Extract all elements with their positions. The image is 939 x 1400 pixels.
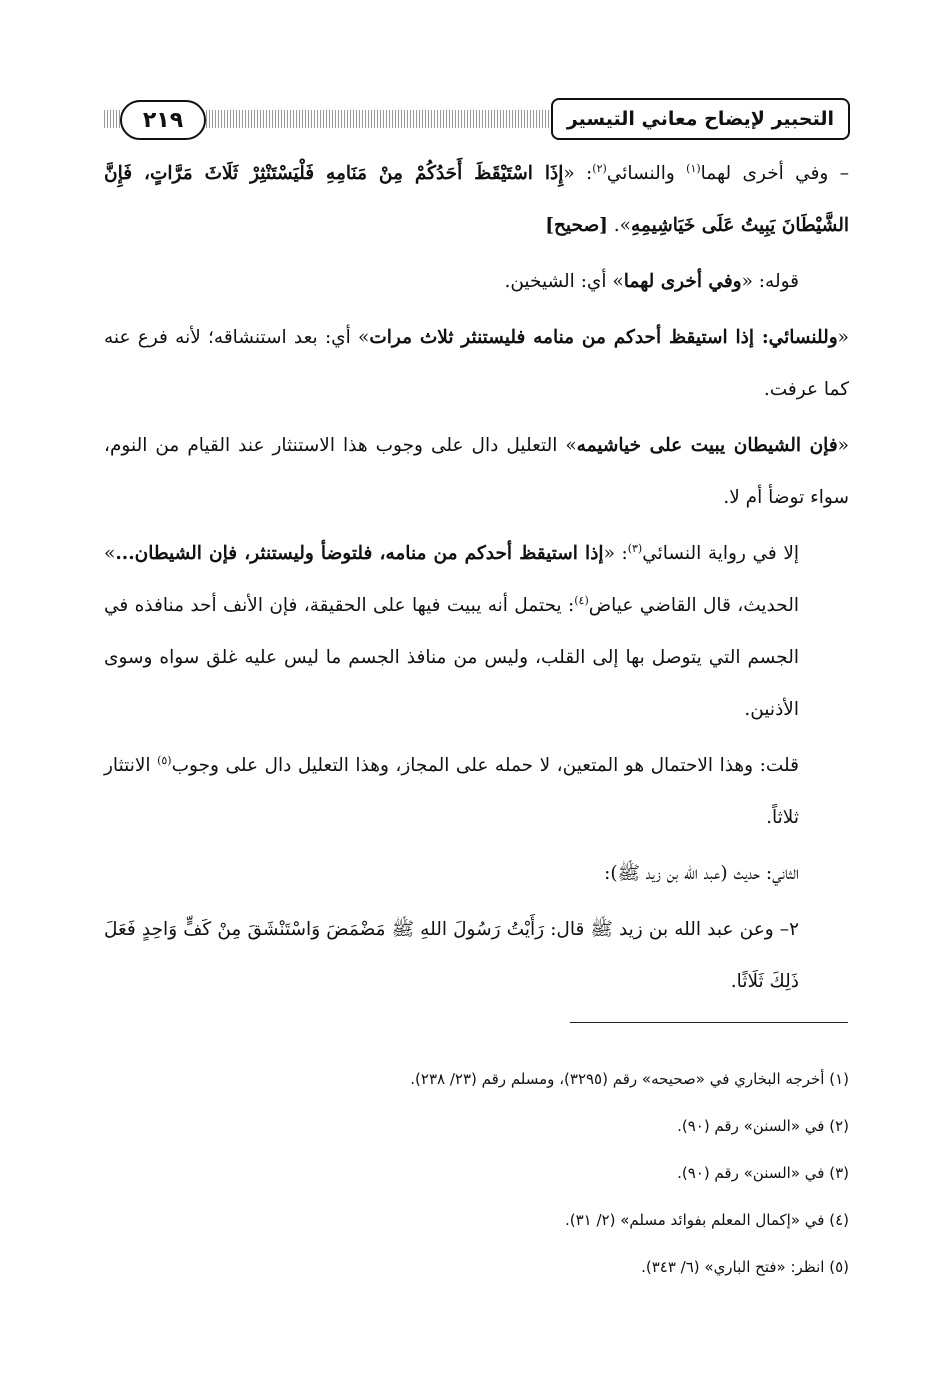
hadith-grade: [صحيح]: [545, 215, 608, 236]
footnote-ref-4[interactable]: (٤): [574, 593, 589, 607]
footnote-2: (٢) في «السنن» رقم (٩٠).: [677, 1117, 849, 1135]
footnote-ref-1[interactable]: (١): [686, 161, 701, 175]
footnote-ref-5[interactable]: (٥): [157, 753, 172, 767]
footnote-1: (١) أخرجه البخاري في «صحيحه» رقم (٣٢٩٥)، ومسلم رقم (٢٣/ ٢٣٨).: [410, 1070, 849, 1088]
hadith-text: رَأَيْتُ رَسُولَ اللهِ ﷺ مَضْمَضَ وَاسْتَنْشَقَ مِنْ كَفٍّ وَاحِدٍ فَعَلَ ذَلِكَ ثَلَاثًا.: [104, 919, 799, 992]
text: ».: [607, 215, 631, 236]
paragraph-8: [104, 904, 849, 1008]
text: إلا في رواية النسائي: [642, 543, 800, 564]
text: : «: [563, 163, 593, 184]
footnotes: [104, 1056, 849, 1291]
quoted-phrase: فإن الشيطان يبيت على خياشيمه: [576, 435, 838, 456]
text: : يحتمل أنه يبيت فيها على الحقيقة، فإن الأنف أحد منافذه في الجسم التي يتوصل بها إلى القلب، وليس من منافذ الجسم ما ليس عليه غلق سواه وسوى الأذنين.: [104, 595, 799, 720]
text: «: [837, 327, 849, 348]
page-header: [104, 98, 850, 142]
quoted-phrase: إذا استيقظ أحدكم من منامه، فلتوضأ وليستنثر، فإن الشيطان...: [115, 543, 604, 564]
text: » أي: بعد استنشاقه؛ لأنه فرع عنه كما عرفت.: [104, 327, 849, 400]
text: » الحديث، قال القاضي عياض: [104, 543, 799, 616]
footnote-separator: [570, 1022, 848, 1023]
text: » التعليل دال على وجوب هذا الاستنثار عند القيام من النوم، سواء توضأ أم لا.: [104, 435, 849, 508]
text: الانتثار ثلاثاً.: [104, 755, 799, 828]
paragraph-6: [104, 740, 849, 844]
footnote-4: (٤) في «إكمال المعلم بفوائد مسلم» (٢/ ٣١).: [564, 1211, 849, 1229]
paragraph-3: [104, 312, 849, 416]
footnote-3: (٣) في «السنن» رقم (٩٠).: [677, 1164, 849, 1182]
text: قوله: «: [741, 271, 799, 292]
section-heading: الثاني: حديث (عبد الله بن زيد ﷺ):: [604, 863, 799, 884]
paragraph-2: [104, 256, 849, 308]
text: والنسائي: [606, 163, 687, 184]
main-text: [104, 148, 849, 1012]
quoted-phrase: وفي أخرى لهما: [623, 271, 742, 292]
hadith-text: إِذَا اسْتَيْقَظَ أَحَدُكُمْ مِنْ مَنَامِهِ فَلْيَسْتَنْثِرْ ثَلَاثَ مَرَّاتٍ، فَإِنَّ الشَّيْطَانَ يَبِيتُ عَلَى خَيَاشِيمِهِ: [104, 163, 849, 236]
text: قلت: وهذا الاحتمال هو المتعين، لا حمله على المجاز، وهذا التعليل دال على وجوب: [171, 755, 799, 776]
text: – وفي أخرى لهما: [700, 163, 849, 184]
page-number: ٢١٩: [120, 100, 206, 140]
paragraph-4: [104, 420, 849, 524]
text: ٢– وعن عبد الله بن زيد ﷺ قال:: [544, 919, 799, 940]
footnote-ref-3[interactable]: (٣): [627, 541, 643, 555]
text: «: [837, 435, 849, 456]
text: » أي: الشيخين.: [504, 271, 624, 292]
paragraph-5: [104, 528, 849, 736]
footnote-5: (٥) انظر: «فتح الباري» (٦/ ٣٤٣).: [641, 1258, 849, 1276]
running-title: التحبير لإيضاح معاني التيسير: [551, 98, 850, 140]
paragraph-1: [104, 148, 849, 252]
footnote-ref-2[interactable]: (٢): [592, 161, 607, 175]
text: : «: [603, 543, 628, 564]
quoted-phrase: وللنسائي: إذا استيقظ أحدكم من منامه فليستنثر ثلاث مرات: [369, 327, 838, 348]
